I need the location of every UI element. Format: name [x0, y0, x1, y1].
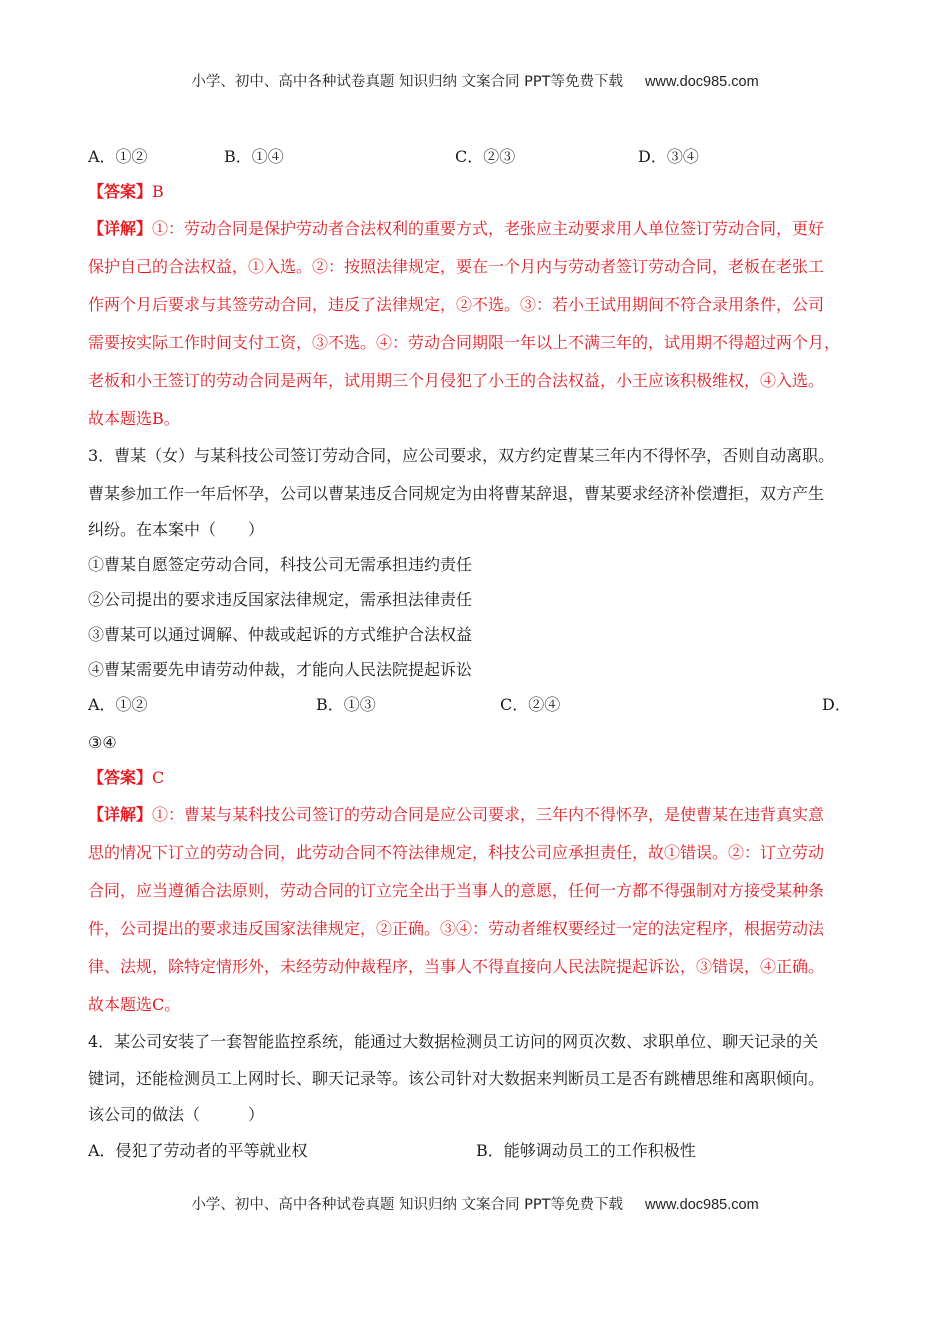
q3-item-2: ②公司提出的要求违反国家法律规定，需承担法律责任: [88, 590, 473, 609]
footer-text: 小学、初中、高中各种试卷真题 知识归纳 文案合同 PPT等免费下载: [191, 1197, 624, 1213]
page-header: [0, 70, 950, 91]
q4-stem-line-1: 4．某公司安装了一套智能监控系统，能通过大数据检测员工访问的网页次数、求职单位、聊天记录的关: [88, 1032, 819, 1051]
q2-answer-tag: 【答案】: [88, 182, 153, 201]
q3-stem-line-3: 纠纷。在本案中（ ）: [88, 520, 265, 539]
q3-item-3: ③曹某可以通过调解、仲裁或起诉的方式维护合法权益: [88, 625, 473, 644]
q2-explain-line-6: 故本题选B。: [88, 409, 180, 428]
q3-option-a: A．①②: [88, 695, 148, 714]
q3-item-1: ①曹某自愿签定劳动合同，科技公司无需承担违约责任: [88, 555, 473, 574]
q3-explain-text: ①：曹某与某科技公司签订的劳动合同是应公司要求，三年内不得怀孕，是使曹某在违背真实意: [152, 805, 825, 824]
q3-stem-line-1: 3．曹某（女）与某科技公司签订劳动合同，应公司要求，双方约定曹某三年内不得怀孕，否则自动离职。: [88, 446, 835, 465]
q2-explain-line-4: 需要按实际工作时间支付工资，③不选。④：劳动合同期限一年以上不满三年的，试用期不得超过两个月，: [88, 333, 841, 352]
q2-explain-line-2: 保护自己的合法权益，①入选。②：按照法律规定，要在一个月内与劳动者签订劳动合同，老板在老张工: [88, 257, 825, 276]
header-site-link[interactable]: www.doc985.com: [645, 74, 759, 90]
q3-explain-tag: 【详解】: [88, 805, 153, 824]
page-footer: [0, 1193, 950, 1214]
q3-explain-line-4: 件，公司提出的要求违反国家法律规定，②正确。③④：劳动者维权要经过一定的法定程序，根据劳动法: [88, 919, 825, 938]
q3-option-c: C．②④: [500, 695, 561, 714]
q3-explain-line-6: 故本题选C。: [88, 995, 181, 1014]
q3-answer-tag: 【答案】: [88, 768, 153, 787]
header-text: 小学、初中、高中各种试卷真题 知识归纳 文案合同 PPT等免费下载: [191, 74, 624, 90]
q3-option-b: B．①③: [316, 695, 376, 714]
q4-stem-line-3: 该公司的做法（ ）: [88, 1105, 265, 1124]
q3-explain-line-1: [88, 805, 868, 825]
q2-option-c: C．②③: [455, 147, 516, 166]
q2-explain-text: ①：劳动合同是保护劳动者合法权利的重要方式，老张应主动要求用人单位签订劳动合同，更好: [152, 219, 825, 238]
q2-explain-line-3: 作两个月后要求与其签劳动合同，违反了法律规定，②不选。③：若小王试用期间不符合录用条件，公司: [88, 295, 825, 314]
q2-explain-line-1: [88, 219, 868, 239]
q3-explain-line-5: 律、法规，除特定情形外，未经劳动仲裁程序，当事人不得直接向人民法院提起诉讼，③错误，④正确。: [88, 957, 825, 976]
q2-option-d: D．③④: [638, 147, 699, 166]
q4-option-b: B．能够调动员工的工作积极性: [476, 1141, 696, 1160]
q2-explain-tag: 【详解】: [88, 219, 153, 238]
q3-option-d: D．: [822, 695, 851, 714]
q4-stem-line-2: 键词，还能检测员工上网时长、聊天记录等。该公司针对大数据来判断员工是否有跳槽思维和离职倾向。: [88, 1069, 825, 1088]
q2-answer-value: B: [152, 182, 164, 201]
q3-item-4: ④曹某需要先申请劳动仲裁，才能向人民法院提起诉讼: [88, 660, 473, 679]
q3-answer-value: C: [152, 768, 165, 787]
q2-answer: [88, 182, 868, 202]
q2-option-a: A．①②: [88, 147, 148, 166]
q3-stem-line-2: 曹某参加工作一年后怀孕，公司以曹某违反合同规定为由将曹某辞退，曹某要求经济补偿遭拒，双方产生: [88, 484, 825, 503]
q3-answer: [88, 768, 868, 788]
footer-site-link[interactable]: www.doc985.com: [645, 1197, 759, 1213]
q3-explain-line-2: 思的情况下订立的劳动合同，此劳动合同不符法律规定，科技公司应承担责任，故①错误。②：订立劳动: [88, 843, 825, 862]
q2-option-b: B．①④: [224, 147, 284, 166]
q2-explain-line-5: 老板和小王签订的劳动合同是两年，试用期三个月侵犯了小王的合法权益，小王应该积极维权，④入选。: [88, 371, 825, 390]
q4-option-a: A．侵犯了劳动者的平等就业权: [88, 1141, 308, 1160]
q3-option-d-value: ③④: [88, 733, 117, 752]
q3-explain-line-3: 合同，应当遵循合法原则，劳动合同的订立完全出于当事人的意愿，任何一方都不得强制对方接受某种条: [88, 881, 825, 900]
